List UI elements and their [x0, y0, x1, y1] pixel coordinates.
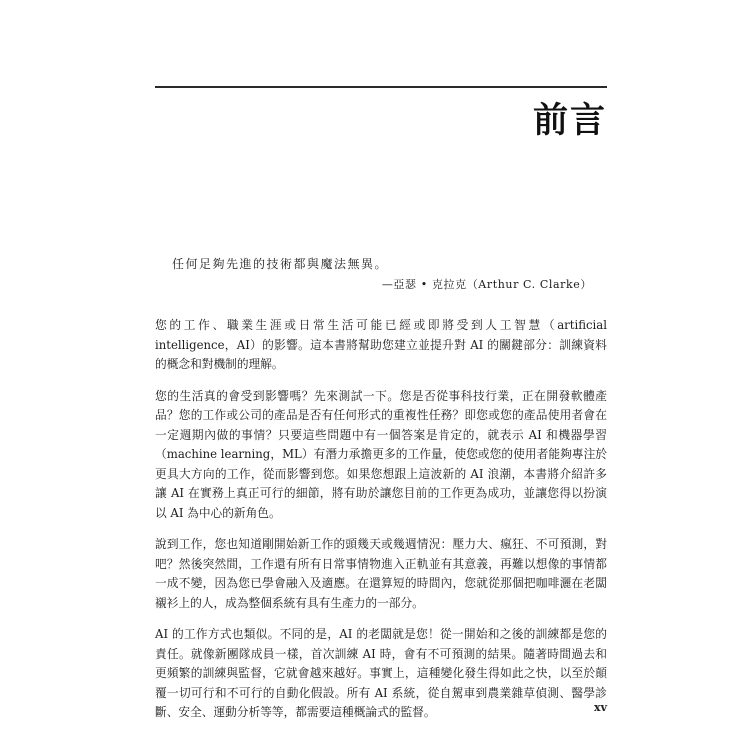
paragraph-1: 您的工作、職業生涯或日常生活可能已經或即將受到人工智慧（artificial intelligence，AI）的影響。這本書將幫助您建立並提升對 AI 的關鍵部分：訓練資料的概念和對機制的理解。 — [155, 318, 607, 371]
chapter-title: 前言 — [532, 101, 607, 141]
body-text — [155, 316, 607, 735]
epigraph-attribution: —亞瑟 • 克拉克（Arthur C. Clarke） — [381, 278, 592, 291]
top-rule — [155, 86, 607, 88]
epigraph-quote: 任何足夠先進的技術都與魔法無異。 — [172, 257, 389, 271]
paragraph-4: AI 的工作方式也類似。不同的是，AI 的老闆就是您！從一開始和之後的訓練都是您的責任。就像新團隊成員一樣，首次訓練 AI 時，會有不可預測的結果。隨著時間過去和更頻繁的訓練與監督，它就會越來越好。事實上，這種變化發生得如此之快，以至於顛覆一切可行和不可行的自動化假設。所有 AI 系統，從自駕車到農業雜草偵測、醫學診斷、安全、運動分析等等，都需要這種概論式的監督。 — [155, 627, 607, 719]
paragraph-3: 說到工作，您也知道剛開始新工作的頭幾天或幾週情況：壓力大、瘋狂、不可預測，對吧？然後突然間，工作還有所有日常事情物進入正軌並有其意義，再難以想像的事情都一成不變，因為您已學會融入及適應。在還算短的時間內，您就從那個把咖啡灑在老闆襯衫上的人，成為整個系統有具有生產力的一部分。 — [155, 537, 607, 610]
paragraph-2: 您的生活真的會受到影響嗎？先來測試一下。您是否從事科技行業，正在開發軟體產品？您的工作或公司的產品是否有任何形式的重複性任務？即您或您的產品使用者會在一定週期內做的事情？只要這些問題中有一個答案是肯定的，就表示 AI 和機器學習（machine learning，ML）有潛力承擔更多的工作量，使您或您的使用者能夠專注於更具大方向的工作，從而影響到您。如果您想跟上這波新的 AI 浪潮，本書將介紹許多讓 AI 在實務上真正可行的細節，將有助於讓您目前的工作更為成功，並讓您得以扮演以 AI 為中心的新角色。 — [155, 388, 607, 520]
page-number: xv — [594, 701, 607, 714]
